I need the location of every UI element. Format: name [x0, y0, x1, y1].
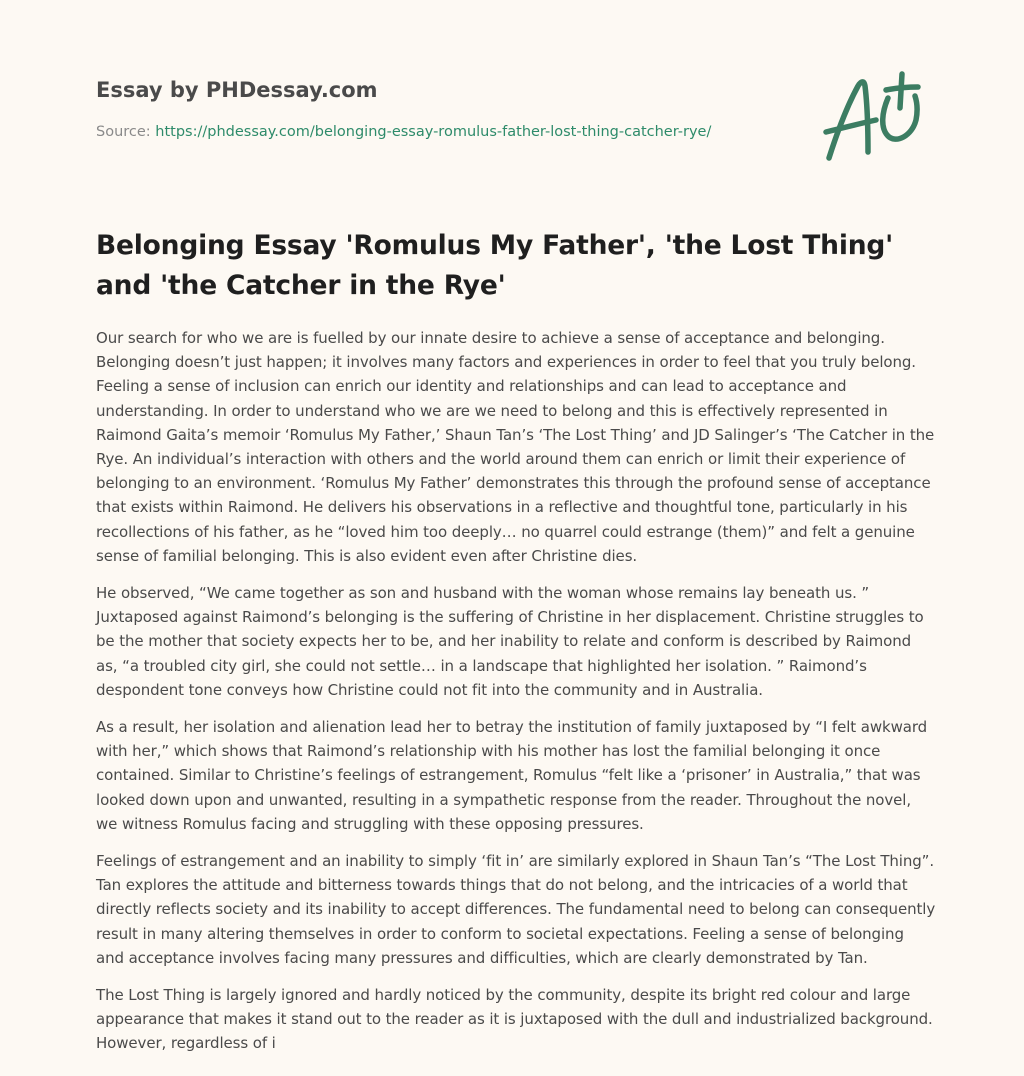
article-body: [96, 326, 936, 1069]
paragraph: Feelings of estrangement and an inability to simply ‘fit in’ are similarly explored in Shaun Tan’s “The Lost Thing”. Tan explores the attitude and bitterness towards things that do not belong, and the intricacies of a world that directly reflects society and its inability to accept differences. The fundamental need to belong can consequently result in many altering themselves in order to conform to societal expectations. Feeling a sense of belonging and acceptance involves facing many pressures and difficulties, which are clearly demonstrated by Tan.: [96, 852, 936, 967]
a-plus-logo-icon: [818, 68, 930, 164]
paragraph: He observed, “We came together as son and husband with the woman whose remains lay beneath us. ” Juxtaposed against Raimond’s belonging is the suffering of Christine in her displacement. Christine struggles to be the mother that society expects her to be, and her inability to relate and conform is described by Raimond as, “a troubled city girl, she could not settle… in a landscape that highlighted her isolation. ” Raimond’s despondent tone conveys how Christine could not fit into the community and in Australia.: [96, 584, 924, 699]
source-line: [96, 122, 796, 142]
paragraph: Our search for who we are is fuelled by our innate desire to achieve a sense of acceptance and belonging. Belonging doesn’t just happen; it involves many factors and experiences in order to feel that you truly belong. Feeling a sense of inclusion can enrich our identity and relationships and can lead to acceptance and understanding. In order to understand who we are we need to belong and this is effectively represented in Raimond Gaita’s memoir ‘Romulus My Father,’ Shaun Tan’s ‘The Lost Thing’ and JD Salinger’s ‘The Catcher in the Rye. An individual’s interaction with others and the world around them can enrich or limit their experience of belonging to an environment. ‘Romulus My Father’ demonstrates this through the profound sense of acceptance that exists within Raimond. He delivers his observations in a reflective and thoughtful tone, particularly in his recollections of his father, as he “loved him too deeply… no quarrel could estrange (them)” and felt a genuine sense of familial belonging. This is also evident even after Christine dies.: [96, 329, 935, 565]
article-title: Belonging Essay 'Romulus My Father', 'the Lost Thing' and 'the Catcher in the Rye': [96, 230, 894, 301]
paragraph: As a result, her isolation and alienation lead her to betray the institution of family juxtaposed by “I felt awkward with her,” which shows that Raimond’s relationship with his mother has lost the familial belonging it once contained. Similar to Christine’s feelings of estrangement, Romulus “felt like a ‘prisoner’ in Australia,” that was looked down upon and unwanted, resulting in a sympathetic response from the reader. Throughout the novel, we witness Romulus facing and struggling with these opposing pressures.: [96, 718, 928, 833]
site-brand: Essay by PHDessay.com: [96, 78, 378, 102]
page-header: [96, 76, 796, 142]
paragraph: The Lost Thing is largely ignored and hardly noticed by the community, despite its bright red colour and large appearance that makes it stand out to the reader as it is juxtaposed with the dull and industrialized background. However, regardless of i: [96, 986, 933, 1053]
source-label: Source:: [96, 124, 156, 140]
source-link[interactable]: https://phdessay.com/belonging-essay-romulus-father-lost-thing-catcher-rye/: [155, 124, 712, 140]
